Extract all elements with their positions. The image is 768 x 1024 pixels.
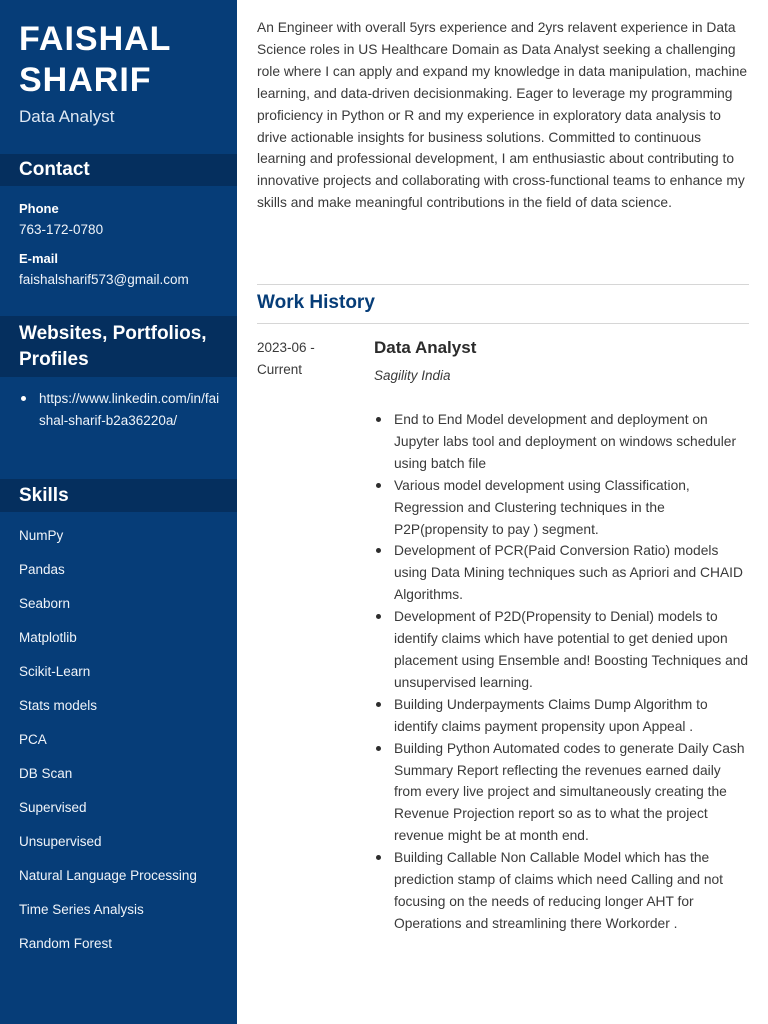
skills-list xyxy=(19,525,224,967)
phone-value: 763-172-0780 xyxy=(19,222,104,237)
skill-item: NumPy xyxy=(19,528,64,543)
job-company: Sagility India xyxy=(374,368,451,383)
work-history-heading: Work History xyxy=(257,292,375,313)
job-duty-item: Development of P2D(Propensity to Denial) models to identify claims which have potential to get denied upon placement using Ensemble and! Boosting Techniques and unsupervised learning. xyxy=(374,606,749,694)
skill-item: Time Series Analysis xyxy=(19,902,144,917)
email-label: E-mail xyxy=(19,251,59,266)
skills-heading: Skills xyxy=(0,479,237,512)
candidate-name: FAISHAL SHARIF xyxy=(19,20,171,99)
phone-label: Phone xyxy=(19,201,59,216)
job-duty-item: Building Underpayments Claims Dump Algorithm to identify claims payment propensity upon Appeal . xyxy=(374,694,749,738)
contact-heading: Contact xyxy=(0,154,237,186)
skill-item: Stats models xyxy=(19,698,98,713)
candidate-role: Data Analyst xyxy=(19,107,115,126)
skill-item: Seaborn xyxy=(19,596,71,611)
skill-item: Pandas xyxy=(19,562,65,577)
job-date: 2023-06 - Current xyxy=(257,340,315,377)
skill-item: DB Scan xyxy=(19,766,73,781)
skill-item: Random Forest xyxy=(19,936,113,951)
job-duty-item: Building Callable Non Callable Model which has the prediction stamp of claims which need Calling and not focusing on the needs of reducing longer AHT for Operations and streamlining there Workorder . xyxy=(374,847,749,935)
job-duty-item: Building Python Automated codes to generate Daily Cash Summary Report reflecting the revenues earned daily from every live project and simultaneously creating the Revenue Projection report so as to what the project revenue might be at month end. xyxy=(374,738,749,848)
skill-item: Supervised xyxy=(19,800,87,815)
section-divider-top xyxy=(257,284,749,285)
email-value[interactable]: faishalsharif573@gmail.com xyxy=(19,272,189,287)
websites-list xyxy=(19,388,224,432)
sidebar xyxy=(0,0,237,1024)
job-title: Data Analyst xyxy=(374,338,477,357)
job-duty-item: Development of PCR(Paid Conversion Ratio) models using Data Mining techniques such as Apriori and CHAID Algorithms. xyxy=(374,540,749,606)
job-duty-item: Various model development using Classification, Regression and Clustering techniques in the P2P(propensity to pay ) segment. xyxy=(374,475,749,541)
linkedin-link[interactable]: https://www.linkedin.com/in/faishal-sharif-b2a36220a/ xyxy=(19,388,224,432)
skill-item: Natural Language Processing xyxy=(19,868,197,883)
skill-item: PCA xyxy=(19,732,47,747)
skill-item: Scikit-Learn xyxy=(19,664,91,679)
job-duties-list xyxy=(374,409,749,935)
professional-summary: An Engineer with overall 5yrs experience and 2yrs relavent experience in Data Science roles in US Healthcare Domain as Data Analyst seeking a challenging role where I can apply and expand my knowledge in data manipulation, machine learning, and data-driven decisionmaking. Eager to leverage my programming proficiency in Python or R and my experience in exploratory data analysis to drive actionable insights for business solutions. Committed to continuous learning and professional development, I am enthusiastic about contributing to innovative projects and collaborating with cross-functional teams to enhance my skills and make meaningful contributions in the field of data science. xyxy=(257,20,748,211)
job-duty-item: End to End Model development and deployment on Jupyter labs tool and deployment on windows scheduler using batch file xyxy=(374,409,749,475)
section-divider-bottom xyxy=(257,323,749,324)
skill-item: Matplotlib xyxy=(19,630,77,645)
websites-heading: Websites, Portfolios, Profiles xyxy=(0,316,237,377)
skill-item: Unsupervised xyxy=(19,834,102,849)
